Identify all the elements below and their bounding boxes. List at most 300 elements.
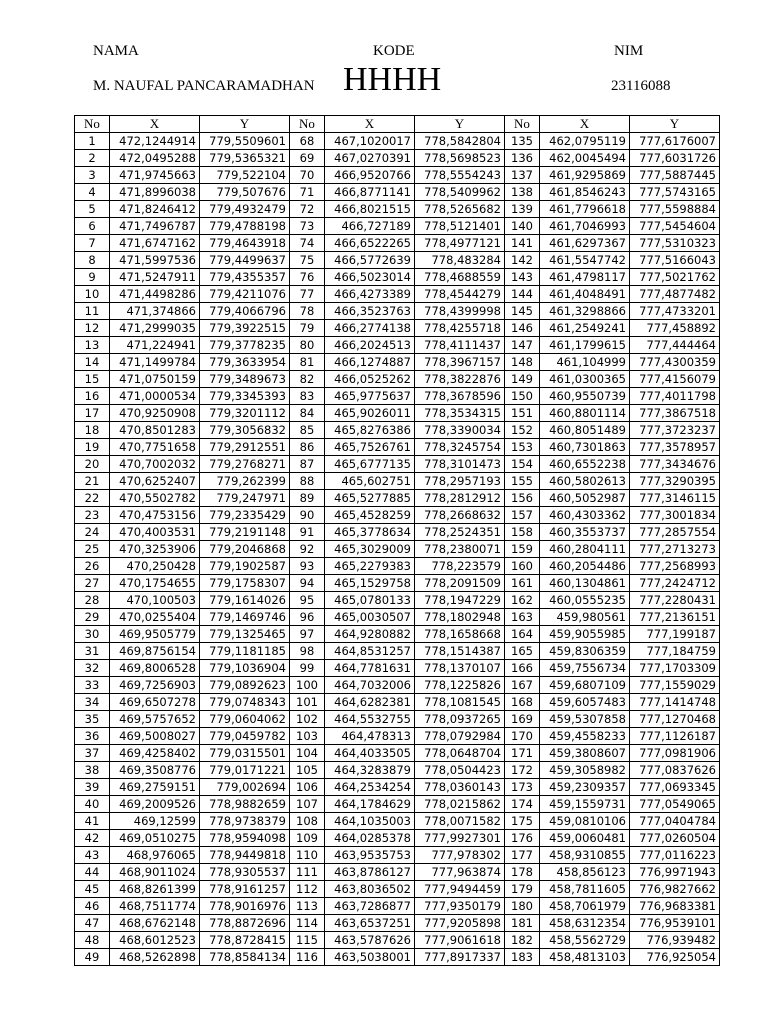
- cell-y: 778,5554243: [415, 167, 505, 184]
- cell-no: 167: [505, 677, 540, 694]
- cell-no: 71: [290, 184, 325, 201]
- table-row: [75, 439, 720, 456]
- cell-x: 464,2534254: [325, 779, 415, 796]
- cell-y: 777,9494459: [415, 881, 505, 898]
- cell-x: 464,0285378: [325, 830, 415, 847]
- cell-no: 137: [505, 167, 540, 184]
- table-body: [75, 133, 720, 966]
- cell-no: 84: [290, 405, 325, 422]
- cell-x: 466,8771141: [325, 184, 415, 201]
- cell-x: 460,8801114: [540, 405, 630, 422]
- cell-no: 91: [290, 524, 325, 541]
- cell-no: 163: [505, 609, 540, 626]
- cell-no: 81: [290, 354, 325, 371]
- cell-no: 107: [290, 796, 325, 813]
- cell-y: 777,4733201: [630, 303, 720, 320]
- kode-label: KODE: [373, 43, 415, 59]
- cell-y: 777,5454604: [630, 218, 720, 235]
- cell-no: 39: [75, 779, 110, 796]
- cell-x: 465,3778634: [325, 524, 415, 541]
- cell-x: 464,3283879: [325, 762, 415, 779]
- cell-no: 35: [75, 711, 110, 728]
- cell-y: 779,4499637: [200, 252, 290, 269]
- cell-no: 90: [290, 507, 325, 524]
- cell-y: 777,9205898: [415, 915, 505, 932]
- col-header-no: No: [505, 116, 540, 133]
- table-row: [75, 405, 720, 422]
- cell-no: 180: [505, 898, 540, 915]
- cell-y: 777,1559029: [630, 677, 720, 694]
- cell-x: 470,1754655: [110, 575, 200, 592]
- cell-x: 461,104999: [540, 354, 630, 371]
- cell-x: 459,0060481: [540, 830, 630, 847]
- cell-y: 779,1758307: [200, 575, 290, 592]
- cell-x: 459,3808607: [540, 745, 630, 762]
- cell-x: 470,6252407: [110, 473, 200, 490]
- cell-y: 777,9061618: [415, 932, 505, 949]
- cell-no: 45: [75, 881, 110, 898]
- cell-y: 777,4156079: [630, 371, 720, 388]
- cell-no: 14: [75, 354, 110, 371]
- cell-x: 469,7256903: [110, 677, 200, 694]
- cell-x: 459,6057483: [540, 694, 630, 711]
- cell-y: 779,4355357: [200, 269, 290, 286]
- cell-y: 777,9927301: [415, 830, 505, 847]
- cell-x: 463,9535753: [325, 847, 415, 864]
- cell-y: 779,0604062: [200, 711, 290, 728]
- cell-x: 471,0750159: [110, 371, 200, 388]
- cell-x: 466,2024513: [325, 337, 415, 354]
- cell-y: 779,3489673: [200, 371, 290, 388]
- cell-no: 181: [505, 915, 540, 932]
- cell-y: 778,3245754: [415, 439, 505, 456]
- cell-x: 472,0495288: [110, 150, 200, 167]
- cell-y: 777,3867518: [630, 405, 720, 422]
- cell-no: 36: [75, 728, 110, 745]
- table-row: [75, 626, 720, 643]
- cell-x: 464,1035003: [325, 813, 415, 830]
- cell-x: 460,5052987: [540, 490, 630, 507]
- cell-x: 461,7046993: [540, 218, 630, 235]
- cell-y: 778,1370107: [415, 660, 505, 677]
- cell-y: 779,3778235: [200, 337, 290, 354]
- cell-no: 110: [290, 847, 325, 864]
- cell-no: 169: [505, 711, 540, 728]
- cell-x: 461,0300365: [540, 371, 630, 388]
- cell-y: 779,4066796: [200, 303, 290, 320]
- cell-y: 778,1658668: [415, 626, 505, 643]
- cell-x: 458,5562729: [540, 932, 630, 949]
- cell-no: 179: [505, 881, 540, 898]
- cell-y: 777,5310323: [630, 235, 720, 252]
- cell-no: 15: [75, 371, 110, 388]
- table-row: [75, 388, 720, 405]
- cell-y: 778,8584134: [200, 949, 290, 966]
- cell-x: 470,9250908: [110, 405, 200, 422]
- cell-no: 174: [505, 796, 540, 813]
- cell-no: 147: [505, 337, 540, 354]
- col-header-no: No: [290, 116, 325, 133]
- table-row: [75, 524, 720, 541]
- cell-no: 104: [290, 745, 325, 762]
- cell-y: 779,507676: [200, 184, 290, 201]
- table-row: [75, 252, 720, 269]
- cell-y: 778,3390034: [415, 422, 505, 439]
- cell-no: 106: [290, 779, 325, 796]
- cell-no: 72: [290, 201, 325, 218]
- cell-x: 462,0795119: [540, 133, 630, 150]
- cell-y: 778,9882659: [200, 796, 290, 813]
- cell-x: 465,0780133: [325, 592, 415, 609]
- cell-no: 165: [505, 643, 540, 660]
- table-row: [75, 898, 720, 915]
- table-row: [75, 813, 720, 830]
- cell-y: 778,0648704: [415, 745, 505, 762]
- cell-x: 468,7511774: [110, 898, 200, 915]
- cell-x: 468,6012523: [110, 932, 200, 949]
- cell-no: 70: [290, 167, 325, 184]
- cell-x: 463,5038001: [325, 949, 415, 966]
- cell-x: 468,8261399: [110, 881, 200, 898]
- cell-no: 183: [505, 949, 540, 966]
- cell-no: 44: [75, 864, 110, 881]
- cell-no: 149: [505, 371, 540, 388]
- cell-x: 459,0810106: [540, 813, 630, 830]
- cell-y: 779,5509601: [200, 133, 290, 150]
- table-row: [75, 830, 720, 847]
- table-row: [75, 422, 720, 439]
- cell-y: 777,5887445: [630, 167, 720, 184]
- cell-y: 779,002694: [200, 779, 290, 796]
- cell-y: 776,9539101: [630, 915, 720, 932]
- cell-y: 778,9161257: [200, 881, 290, 898]
- cell-no: 33: [75, 677, 110, 694]
- cell-x: 469,0510275: [110, 830, 200, 847]
- cell-no: 153: [505, 439, 540, 456]
- cell-y: 778,2812912: [415, 490, 505, 507]
- cell-x: 471,5247911: [110, 269, 200, 286]
- cell-y: 777,6176007: [630, 133, 720, 150]
- cell-no: 24: [75, 524, 110, 541]
- table-row: [75, 677, 720, 694]
- table-row: [75, 218, 720, 235]
- col-header-y: Y: [630, 116, 720, 133]
- cell-y: 778,8728415: [200, 932, 290, 949]
- col-header-no: No: [75, 116, 110, 133]
- cell-y: 776,9971943: [630, 864, 720, 881]
- cell-y: 778,5121401: [415, 218, 505, 235]
- cell-x: 471,8246412: [110, 201, 200, 218]
- cell-no: 96: [290, 609, 325, 626]
- cell-y: 778,5409962: [415, 184, 505, 201]
- cell-no: 113: [290, 898, 325, 915]
- cell-x: 458,7811605: [540, 881, 630, 898]
- cell-x: 469,4258402: [110, 745, 200, 762]
- cell-no: 87: [290, 456, 325, 473]
- cell-y: 777,1126187: [630, 728, 720, 745]
- cell-x: 469,9505779: [110, 626, 200, 643]
- cell-x: 461,2549241: [540, 320, 630, 337]
- cell-y: 779,1469746: [200, 609, 290, 626]
- cell-y: 777,963874: [415, 864, 505, 881]
- cell-x: 469,2759151: [110, 779, 200, 796]
- cell-y: 776,9827662: [630, 881, 720, 898]
- table-row: [75, 558, 720, 575]
- cell-x: 470,3253906: [110, 541, 200, 558]
- cell-y: 777,0116223: [630, 847, 720, 864]
- cell-x: 461,9295869: [540, 167, 630, 184]
- table-row: [75, 167, 720, 184]
- cell-y: 777,0549065: [630, 796, 720, 813]
- cell-x: 461,4798117: [540, 269, 630, 286]
- cell-y: 777,5166043: [630, 252, 720, 269]
- table-row: [75, 609, 720, 626]
- cell-y: 777,978302: [415, 847, 505, 864]
- cell-no: 164: [505, 626, 540, 643]
- cell-x: 471,2999035: [110, 320, 200, 337]
- table-row: [75, 711, 720, 728]
- cell-no: 18: [75, 422, 110, 439]
- cell-no: 79: [290, 320, 325, 337]
- cell-y: 777,3001834: [630, 507, 720, 524]
- table-row: [75, 592, 720, 609]
- cell-x: 466,6522265: [325, 235, 415, 252]
- cell-no: 77: [290, 286, 325, 303]
- cell-no: 49: [75, 949, 110, 966]
- cell-x: 467,0270391: [325, 150, 415, 167]
- cell-no: 171: [505, 745, 540, 762]
- cell-x: 460,4303362: [540, 507, 630, 524]
- cell-no: 31: [75, 643, 110, 660]
- cell-no: 30: [75, 626, 110, 643]
- cell-x: 468,9011024: [110, 864, 200, 881]
- cell-x: 460,8051489: [540, 422, 630, 439]
- cell-no: 102: [290, 711, 325, 728]
- cell-y: 777,5021762: [630, 269, 720, 286]
- table-row: [75, 762, 720, 779]
- cell-no: 86: [290, 439, 325, 456]
- cell-x: 460,0555235: [540, 592, 630, 609]
- nim-value: 23116088: [611, 78, 671, 94]
- cell-x: 469,8006528: [110, 660, 200, 677]
- cell-no: 135: [505, 133, 540, 150]
- cell-x: 468,976065: [110, 847, 200, 864]
- cell-no: 40: [75, 796, 110, 813]
- cell-no: 68: [290, 133, 325, 150]
- cell-x: 466,0525262: [325, 371, 415, 388]
- cell-y: 777,3290395: [630, 473, 720, 490]
- cell-y: 779,3345393: [200, 388, 290, 405]
- cell-no: 1: [75, 133, 110, 150]
- cell-x: 465,0030507: [325, 609, 415, 626]
- table-row: [75, 456, 720, 473]
- table-row: [75, 694, 720, 711]
- cell-y: 778,4399998: [415, 303, 505, 320]
- table-row: [75, 507, 720, 524]
- cell-y: 777,3146115: [630, 490, 720, 507]
- cell-x: 470,5502782: [110, 490, 200, 507]
- cell-no: 3: [75, 167, 110, 184]
- cell-no: 170: [505, 728, 540, 745]
- cell-no: 94: [290, 575, 325, 592]
- cell-x: 469,2009526: [110, 796, 200, 813]
- cell-x: 466,1274887: [325, 354, 415, 371]
- cell-no: 138: [505, 184, 540, 201]
- cell-x: 459,4558233: [540, 728, 630, 745]
- table-row: [75, 150, 720, 167]
- table-row: [75, 660, 720, 677]
- cell-x: 466,5772639: [325, 252, 415, 269]
- cell-no: 160: [505, 558, 540, 575]
- cell-no: 16: [75, 388, 110, 405]
- cell-no: 47: [75, 915, 110, 932]
- cell-x: 464,6282381: [325, 694, 415, 711]
- cell-no: 112: [290, 881, 325, 898]
- table-row: [75, 643, 720, 660]
- cell-x: 463,5787626: [325, 932, 415, 949]
- cell-x: 459,7556734: [540, 660, 630, 677]
- cell-x: 469,5008027: [110, 728, 200, 745]
- cell-x: 461,1799615: [540, 337, 630, 354]
- cell-no: 152: [505, 422, 540, 439]
- cell-x: 461,3298866: [540, 303, 630, 320]
- cell-y: 777,458892: [630, 320, 720, 337]
- cell-no: 101: [290, 694, 325, 711]
- cell-x: 464,9280882: [325, 626, 415, 643]
- cell-x: 460,6552238: [540, 456, 630, 473]
- cell-no: 76: [290, 269, 325, 286]
- nama-value: M. NAUFAL PANCARAMADHAN: [93, 78, 315, 94]
- cell-no: 82: [290, 371, 325, 388]
- cell-no: 42: [75, 830, 110, 847]
- cell-y: 778,3822876: [415, 371, 505, 388]
- cell-no: 28: [75, 592, 110, 609]
- cell-x: 466,3523763: [325, 303, 415, 320]
- table-header-row: [75, 116, 720, 133]
- cell-y: 778,2957193: [415, 473, 505, 490]
- cell-x: 458,9310855: [540, 847, 630, 864]
- cell-x: 459,980561: [540, 609, 630, 626]
- cell-x: 465,9775637: [325, 388, 415, 405]
- cell-y: 777,1270468: [630, 711, 720, 728]
- cell-y: 776,9683381: [630, 898, 720, 915]
- cell-y: 777,0260504: [630, 830, 720, 847]
- cell-no: 5: [75, 201, 110, 218]
- cell-no: 78: [290, 303, 325, 320]
- cell-y: 779,0748343: [200, 694, 290, 711]
- cell-y: 777,2280431: [630, 592, 720, 609]
- cell-no: 108: [290, 813, 325, 830]
- cell-y: 778,0937265: [415, 711, 505, 728]
- cell-x: 460,5802613: [540, 473, 630, 490]
- cell-x: 470,100503: [110, 592, 200, 609]
- cell-no: 154: [505, 456, 540, 473]
- cell-x: 463,8786127: [325, 864, 415, 881]
- cell-y: 777,2857554: [630, 524, 720, 541]
- cell-y: 778,9016976: [200, 898, 290, 915]
- cell-x: 471,224941: [110, 337, 200, 354]
- col-header-y: Y: [415, 116, 505, 133]
- cell-y: 779,4643918: [200, 235, 290, 252]
- cell-no: 38: [75, 762, 110, 779]
- table-row: [75, 864, 720, 881]
- cell-y: 779,3201112: [200, 405, 290, 422]
- cell-x: 465,3029009: [325, 541, 415, 558]
- cell-x: 468,6762148: [110, 915, 200, 932]
- cell-no: 43: [75, 847, 110, 864]
- cell-x: 458,6312354: [540, 915, 630, 932]
- cell-no: 168: [505, 694, 540, 711]
- cell-y: 779,2191148: [200, 524, 290, 541]
- cell-no: 114: [290, 915, 325, 932]
- cell-x: 464,478313: [325, 728, 415, 745]
- cell-y: 778,5265682: [415, 201, 505, 218]
- cell-y: 779,522104: [200, 167, 290, 184]
- cell-no: 143: [505, 269, 540, 286]
- cell-y: 777,199187: [630, 626, 720, 643]
- cell-x: 459,9055985: [540, 626, 630, 643]
- cell-y: 777,8917337: [415, 949, 505, 966]
- cell-x: 460,9550739: [540, 388, 630, 405]
- cell-y: 778,483284: [415, 252, 505, 269]
- cell-y: 777,5598884: [630, 201, 720, 218]
- cell-x: 464,7781631: [325, 660, 415, 677]
- cell-x: 461,8546243: [540, 184, 630, 201]
- cell-x: 458,4813103: [540, 949, 630, 966]
- cell-x: 460,2054486: [540, 558, 630, 575]
- cell-no: 172: [505, 762, 540, 779]
- cell-y: 779,4788198: [200, 218, 290, 235]
- cell-x: 461,6297367: [540, 235, 630, 252]
- cell-y: 778,2668632: [415, 507, 505, 524]
- cell-y: 779,2912551: [200, 439, 290, 456]
- table-row: [75, 541, 720, 558]
- cell-no: 10: [75, 286, 110, 303]
- cell-x: 465,9026011: [325, 405, 415, 422]
- cell-y: 779,0315501: [200, 745, 290, 762]
- cell-x: 464,4033505: [325, 745, 415, 762]
- table-row: [75, 371, 720, 388]
- cell-x: 464,7032006: [325, 677, 415, 694]
- cell-no: 103: [290, 728, 325, 745]
- col-header-y: Y: [200, 116, 290, 133]
- table-row: [75, 881, 720, 898]
- table-row: [75, 932, 720, 949]
- cell-no: 85: [290, 422, 325, 439]
- cell-no: 37: [75, 745, 110, 762]
- cell-x: 466,5023014: [325, 269, 415, 286]
- cell-y: 778,0215862: [415, 796, 505, 813]
- cell-no: 23: [75, 507, 110, 524]
- cell-no: 88: [290, 473, 325, 490]
- cell-y: 778,5842804: [415, 133, 505, 150]
- cell-y: 778,9594098: [200, 830, 290, 847]
- table-row: [75, 779, 720, 796]
- cell-x: 471,6747162: [110, 235, 200, 252]
- cell-no: 175: [505, 813, 540, 830]
- cell-x: 470,250428: [110, 558, 200, 575]
- cell-x: 468,5262898: [110, 949, 200, 966]
- cell-no: 48: [75, 932, 110, 949]
- cell-y: 779,4932479: [200, 201, 290, 218]
- cell-x: 471,7496787: [110, 218, 200, 235]
- cell-no: 146: [505, 320, 540, 337]
- cell-x: 472,1244914: [110, 133, 200, 150]
- cell-x: 471,4498286: [110, 286, 200, 303]
- table-row: [75, 133, 720, 150]
- nama-label: NAMA: [93, 43, 139, 59]
- cell-y: 776,939482: [630, 932, 720, 949]
